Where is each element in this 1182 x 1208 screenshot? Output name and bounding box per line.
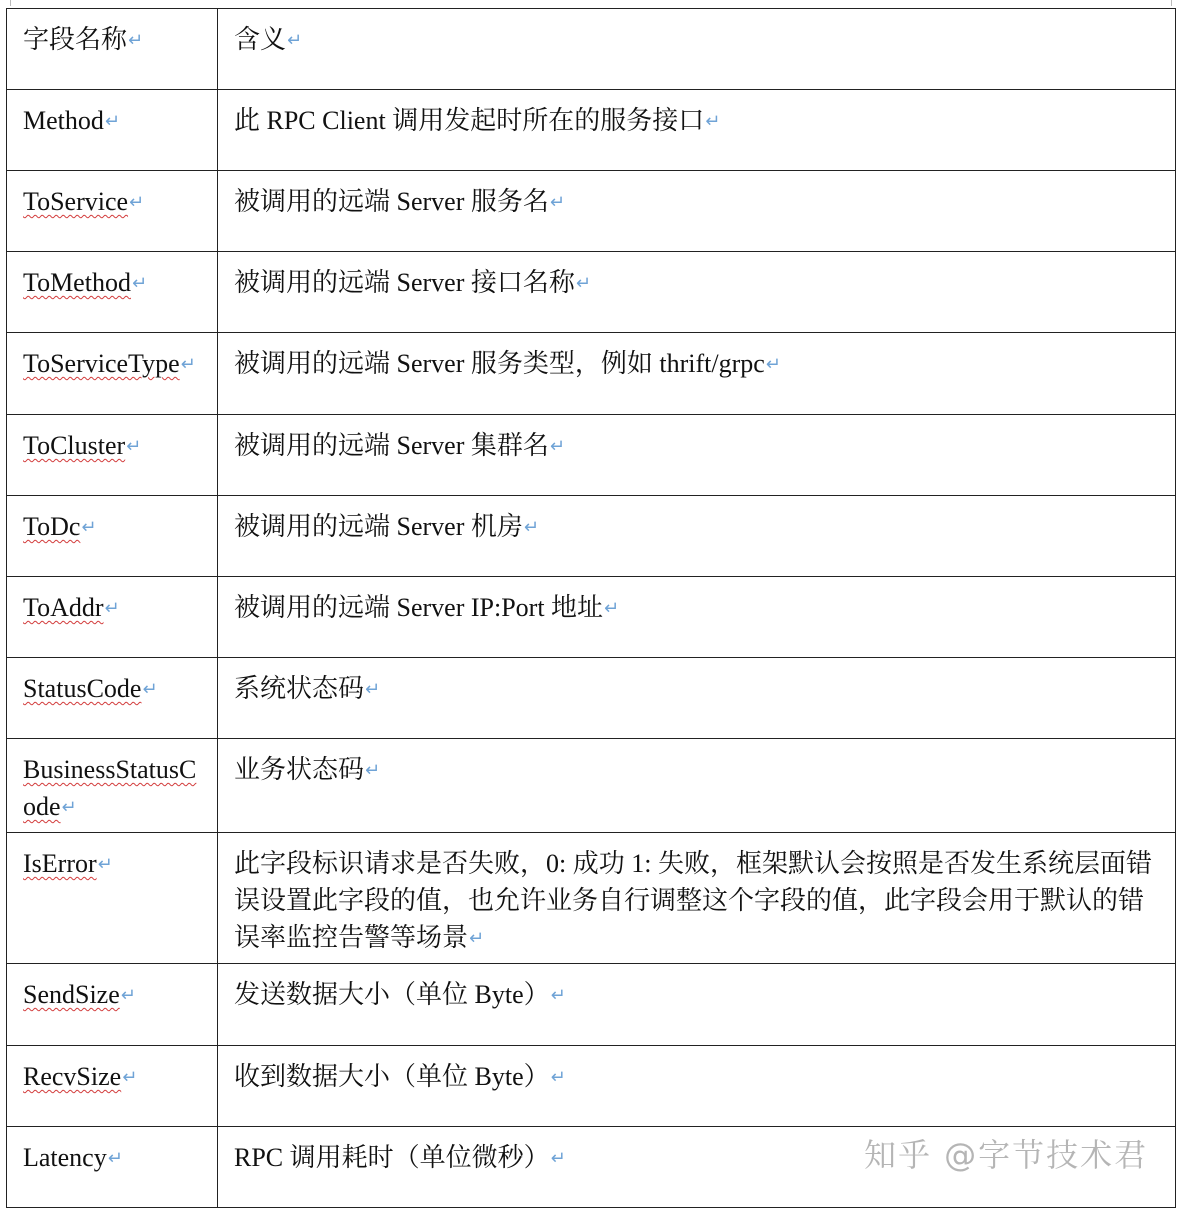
field-name-cell bbox=[7, 833, 218, 964]
field-name-cell bbox=[7, 1127, 218, 1208]
field-name: ToServiceType bbox=[23, 349, 180, 378]
field-name-cell bbox=[7, 496, 218, 577]
field-name: ToCluster bbox=[23, 431, 126, 460]
field-name-cell bbox=[7, 252, 218, 333]
page-corner-mark-left bbox=[0, 0, 11, 6]
table-row bbox=[7, 1046, 1176, 1127]
paragraph-mark-icon: ↵ bbox=[523, 517, 539, 538]
paragraph-mark-icon: ↵ bbox=[575, 273, 591, 294]
paragraph-mark-icon: ↵ bbox=[122, 1067, 138, 1088]
paragraph-mark-icon: ↵ bbox=[61, 797, 77, 818]
field-name: Method bbox=[23, 106, 104, 135]
paragraph-mark-icon: ↵ bbox=[81, 517, 97, 538]
header-cell-meaning bbox=[218, 9, 1176, 90]
field-meaning: 发送数据大小（单位 Byte） bbox=[234, 980, 550, 1009]
paragraph-mark-icon: ↵ bbox=[287, 30, 303, 51]
field-name: ToService bbox=[23, 187, 129, 216]
field-meaning-cell bbox=[218, 658, 1176, 739]
paragraph-mark-icon: ↵ bbox=[604, 598, 620, 619]
field-name: RecvSize bbox=[23, 1062, 122, 1091]
field-meaning-cell bbox=[218, 739, 1176, 833]
field-name: ToMethod bbox=[23, 268, 131, 297]
field-meaning-cell bbox=[218, 496, 1176, 577]
field-name-cell bbox=[7, 658, 218, 739]
paragraph-mark-icon: ↵ bbox=[126, 436, 142, 457]
field-meaning: RPC 调用耗时（单位微秒） bbox=[234, 1143, 550, 1172]
field-meaning-cell bbox=[218, 415, 1176, 496]
field-name: BusinessStatusCode bbox=[23, 755, 197, 821]
paragraph-mark-icon: ↵ bbox=[765, 354, 781, 375]
field-meaning-cell bbox=[218, 171, 1176, 252]
paragraph-mark-icon: ↵ bbox=[705, 111, 721, 132]
field-name: ToDc bbox=[23, 512, 81, 541]
field-name-cell bbox=[7, 90, 218, 171]
field-meaning: 被调用的远端 Server 机房 bbox=[234, 512, 523, 541]
field-meaning: 此字段标识请求是否失败，0: 成功 1: 失败，框架默认会按照是否发生系统层面错误设置此字段的值，也允许业务自行调整这个字段的值，此字段会用于默认的错误率监控告警等场景 bbox=[234, 849, 1152, 952]
field-name: IsError bbox=[23, 849, 97, 878]
field-meaning: 被调用的远端 Server 接口名称 bbox=[234, 268, 575, 297]
table-body bbox=[7, 9, 1176, 1208]
header-field-name-label: 字段名称 bbox=[23, 25, 128, 54]
field-name: ToAddr bbox=[23, 593, 104, 622]
field-meaning: 此 RPC Client 调用发起时所在的服务接口 bbox=[234, 106, 705, 135]
paragraph-mark-icon: ↵ bbox=[97, 854, 113, 875]
field-meaning-cell bbox=[218, 252, 1176, 333]
paragraph-mark-icon: ↵ bbox=[142, 679, 158, 700]
table-row bbox=[7, 739, 1176, 833]
field-meaning: 业务状态码 bbox=[234, 755, 365, 784]
paragraph-mark-icon: ↵ bbox=[365, 679, 381, 700]
field-name: Latency bbox=[23, 1143, 107, 1172]
table-row bbox=[7, 577, 1176, 658]
paragraph-mark-icon: ↵ bbox=[128, 30, 144, 51]
field-meaning: 被调用的远端 Server 服务类型，例如 thrift/grpc bbox=[234, 349, 765, 378]
paragraph-mark-icon: ↵ bbox=[549, 436, 565, 457]
table-row bbox=[7, 252, 1176, 333]
field-meaning: 系统状态码 bbox=[234, 674, 365, 703]
page-corner-mark-right bbox=[1171, 0, 1182, 6]
table-header-row bbox=[7, 9, 1176, 90]
field-meaning-cell bbox=[218, 964, 1176, 1046]
field-name-cell bbox=[7, 964, 218, 1046]
table-row bbox=[7, 415, 1176, 496]
field-name: SendSize bbox=[23, 980, 120, 1009]
field-meaning-cell bbox=[218, 90, 1176, 171]
paragraph-mark-icon: ↵ bbox=[104, 598, 120, 619]
field-name-cell bbox=[7, 415, 218, 496]
paragraph-mark-icon: ↵ bbox=[104, 111, 120, 132]
paragraph-mark-icon: ↵ bbox=[365, 760, 381, 781]
paragraph-mark-icon: ↵ bbox=[550, 1067, 566, 1088]
paragraph-mark-icon: ↵ bbox=[550, 1148, 566, 1169]
field-name-cell bbox=[7, 333, 218, 415]
field-name-cell bbox=[7, 171, 218, 252]
paragraph-mark-icon: ↵ bbox=[107, 1148, 123, 1169]
paragraph-mark-icon: ↵ bbox=[129, 192, 145, 213]
field-meaning: 被调用的远端 Server IP:Port 地址 bbox=[234, 593, 604, 622]
paragraph-mark-icon: ↵ bbox=[550, 985, 566, 1006]
table-row bbox=[7, 333, 1176, 415]
field-name-cell bbox=[7, 1046, 218, 1127]
field-name-cell bbox=[7, 577, 218, 658]
paragraph-mark-icon: ↵ bbox=[469, 928, 485, 949]
field-meaning: 被调用的远端 Server 服务名 bbox=[234, 187, 549, 216]
paragraph-mark-icon: ↵ bbox=[120, 985, 136, 1006]
table-row bbox=[7, 658, 1176, 739]
field-meaning-cell bbox=[218, 833, 1176, 964]
field-meaning: 收到数据大小（单位 Byte） bbox=[234, 1062, 550, 1091]
table-row bbox=[7, 171, 1176, 252]
field-meaning-cell bbox=[218, 1046, 1176, 1127]
table-row bbox=[7, 90, 1176, 171]
paragraph-mark-icon: ↵ bbox=[131, 273, 148, 294]
zhihu-watermark: 知乎 @字节技术君 bbox=[864, 1136, 1149, 1174]
field-definition-table bbox=[6, 8, 1176, 1208]
table-row bbox=[7, 496, 1176, 577]
field-name-cell bbox=[7, 739, 218, 833]
header-meaning-label: 含义 bbox=[234, 25, 287, 54]
table-row bbox=[7, 964, 1176, 1046]
field-meaning-cell bbox=[218, 333, 1176, 415]
field-meaning-cell bbox=[218, 577, 1176, 658]
field-meaning: 被调用的远端 Server 集群名 bbox=[234, 431, 549, 460]
header-cell-field-name bbox=[7, 9, 218, 90]
paragraph-mark-icon: ↵ bbox=[549, 192, 565, 213]
field-name: StatusCode bbox=[23, 674, 142, 703]
table-row bbox=[7, 833, 1176, 964]
paragraph-mark-icon: ↵ bbox=[180, 354, 196, 375]
